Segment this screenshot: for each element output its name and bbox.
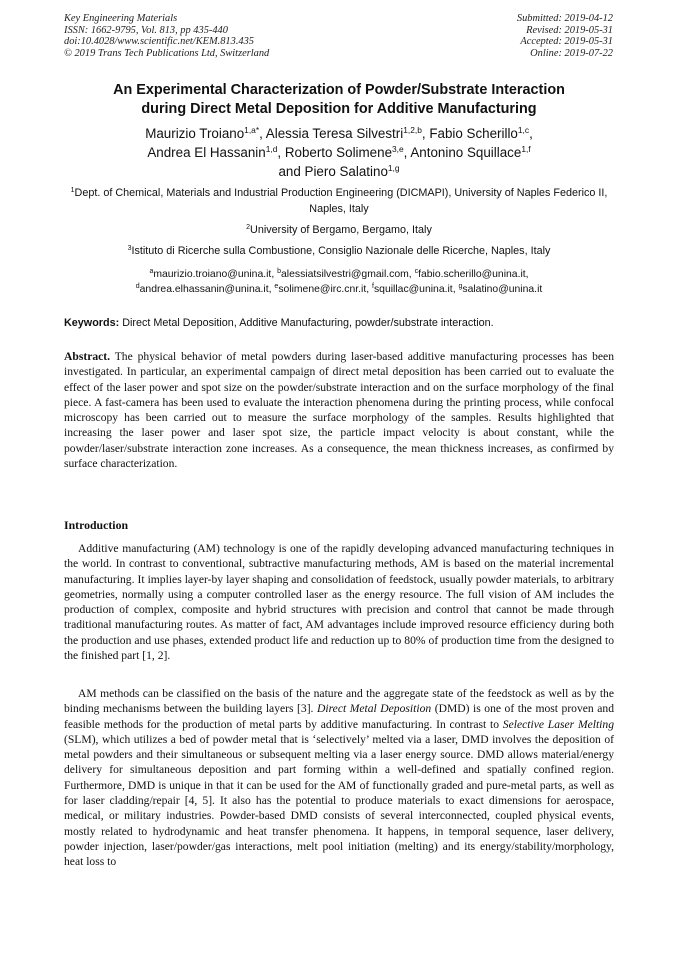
author-sep: , (529, 126, 533, 141)
journal-issn: ISSN: 1662-9795, Vol. 813, pp 435-440 (64, 24, 228, 36)
affiliation-2 (64, 223, 614, 239)
author-sep: , (277, 145, 285, 160)
email-mark: f (372, 283, 374, 290)
affiliation-1 (64, 186, 614, 217)
date-online: Online: 2019-07-22 (530, 47, 613, 59)
author-sup: 1,c (517, 125, 530, 135)
abstract-label: Abstract. (64, 350, 111, 363)
email-sep: , (408, 269, 415, 280)
abstract-text: The physical behavior of metal powders during laser-based additive manufacturing processes has been investigated. In particular, an experimental campaign of direct metal deposition has been carried out to evaluate the effect of the laser power and spot size on the powder/substrate interaction and on the surface morphology of the final piece. A fast-camera has been used to evaluate the interaction phenomena during the printing process, while confocal microscopy has been carried out to measure the surface morphology of the samples. Results highlighted that increasing the laser power and laser spot size, the particle impact velocity is about constant, while the powder/laser/substrate interaction zone increases. As a consequence, the mean thickness increases, as confirmed by surface characterization. (64, 350, 614, 471)
date-revised: Revised: 2019-05-31 (526, 24, 613, 36)
paragraph-text: AM methods can be classified on the basis of the nature and the aggregate state of the feedstock as well as by the binding mechanisms between the building layers [3]. (64, 687, 614, 716)
author-sep: , (259, 126, 266, 141)
author-name: Antonino Squillace (410, 145, 522, 160)
journal-name: Key Engineering Materials (64, 13, 178, 24)
author-sup: 3,e (392, 144, 404, 154)
author-sep: , (403, 145, 411, 160)
email-link[interactable]: alessiatsilvestri@gmail.com (281, 269, 409, 280)
author-name: Alessia Teresa Silvestri (265, 126, 404, 141)
title-line-2: during Direct Metal Deposition for Additive Manufacturing (141, 101, 537, 117)
journal-header (64, 13, 269, 59)
introduction-paragraph-2 (64, 686, 614, 870)
author-name: Fabio Scherillo (429, 126, 518, 141)
paragraph-text: (SLM), which utilizes a bed of powder metal that is ‘selectively’ melted via a laser, DMD involves the deposition of metal powders and their simultaneous or subsequent melting via a laser energy source. DMD allows material/energy delivery for simultaneous deposition and part forming within a well-defined and spatially confined region. Furthermore, DMD is unique in that it can be used for the AM of functionally graded and pure-metal parts, as well as for laser cladding/repair [4, 5]. It also has the potential to produce materials to exact dimensions for aerospace, medical, or military industries. Powder-based DMD consists of several interconnected, coupled physical events, mostly related to hydrodynamic and heat transfer phenomena. It happens, in temporal sequence, laser delivery, powder injection, laser/powder/gas interactions, melt pool initiation (melting) and its energy/stability/morphology, heat loss to (64, 732, 614, 869)
abstract (64, 349, 614, 471)
email-sep: , (366, 284, 373, 295)
keywords-text: Direct Metal Deposition, Additive Manufacturing, powder/substrate interaction. (119, 317, 494, 329)
email-link[interactable]: salatino@unina.it (462, 284, 543, 295)
affiliation-mark: 2 (246, 224, 251, 231)
journal-copyright: © 2019 Trans Tech Publications Ltd, Switzerland (64, 47, 270, 59)
email-link[interactable]: squillac@unina.it (373, 284, 453, 295)
author-name: Maurizio Troiano (145, 126, 245, 141)
email-link[interactable]: fabio.scherillo@unina.it (418, 269, 526, 280)
submission-dates (517, 13, 613, 59)
term-dmd: Direct Metal Deposition (317, 702, 432, 716)
affiliation-mark: 3 (127, 245, 132, 252)
email-sep: , (452, 284, 459, 295)
author-sup: 1,g (387, 163, 400, 173)
paragraph-text: (DMD) is one of the most proven and feasible methods for the production of metal parts by additive manufacturing. In contrast to (64, 702, 614, 731)
author-sup: 1,2,b (403, 125, 422, 135)
affiliation-3 (64, 244, 614, 260)
journal-doi: doi:10.4028/www.scientific.net/KEM.813.435 (64, 36, 254, 48)
email-mark: g (458, 283, 463, 290)
affiliation-text: University of Bergamo, Bergamo, Italy (250, 224, 432, 236)
author-sup: 1,a* (244, 125, 260, 135)
author-sup: 1,d (265, 144, 278, 154)
affiliation-mark: 1 (70, 187, 75, 194)
email-sep: , (271, 269, 278, 280)
email-mark: c (414, 268, 419, 275)
email-sep: , (525, 269, 529, 280)
title-line-1: An Experimental Characterization of Powder/Substrate Interaction (113, 82, 565, 98)
author-name: Roberto Solimene (284, 145, 393, 160)
email-link[interactable]: andrea.elhassanin@unina.it (139, 284, 269, 295)
section-heading-introduction: Introduction (64, 518, 129, 532)
email-link[interactable]: solimene@irc.cnr.it (278, 284, 367, 295)
paper-title (64, 81, 614, 119)
email-mark: a (149, 268, 154, 275)
date-accepted: Accepted: 2019-05-31 (520, 36, 613, 48)
keywords (64, 316, 614, 331)
email-mark: d (135, 283, 140, 290)
email-link[interactable]: maurizio.troiano@unina.it (153, 269, 272, 280)
affiliation-text: Istituto di Ricerche sulla Combustione, Consiglio Nazionale delle Ricerche, Naples, Italy (131, 245, 551, 257)
affiliation-text: Dept. of Chemical, Materials and Industrial Production Engineering (DICMAPI), University of Naples Federico II, Naples, Italy (74, 187, 608, 215)
author-name: Andrea El Hassanin (147, 145, 266, 160)
author-sup: 1,f (521, 144, 531, 154)
author-emails (64, 267, 614, 297)
author-prefix: and (278, 164, 305, 179)
email-mark: e (274, 283, 279, 290)
keywords-label: Keywords: (64, 317, 120, 329)
author-list (64, 124, 614, 181)
author-sep: , (421, 126, 430, 141)
date-submitted: Submitted: 2019-04-12 (516, 13, 613, 24)
term-slm: Selective Laser Melting (502, 717, 615, 731)
email-sep: , (268, 284, 275, 295)
introduction-paragraph-1: Additive manufacturing (AM) technology is one of the rapidly developing advanced manufacturing techniques in the world. In contrast to conventional, subtractive manufacturing methods, AM is based on the material incremental manufacturing. It implies layer-by layer shaping and consolidation of feedstock, usually powder materials, to arbitrary geometries, normally using a computer controlled laser as the energy resource. The full vision of AM includes the production of complex, composite and hybrid structures with precision and control that cannot be made through traditional manufacturing routes. As matter of fact, AM advantages include improved resource efficiency during both the production and use phases, extended product life and reduction up to 80% of production time from the designed to the finished part [1, 2]. (64, 542, 614, 663)
author-name: Piero Salatino (304, 164, 388, 179)
email-mark: b (277, 268, 282, 275)
